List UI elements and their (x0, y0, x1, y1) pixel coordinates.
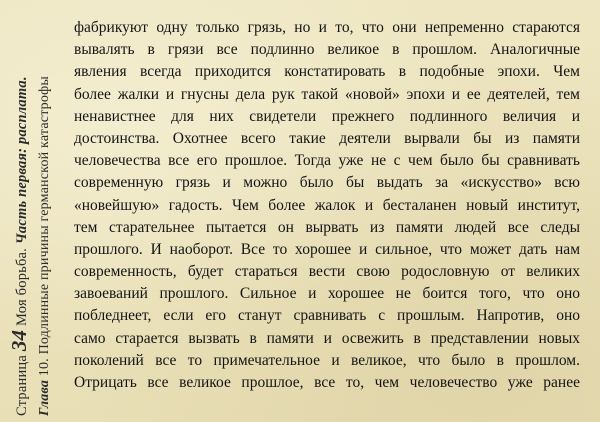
text-line: ненавистнее для них свидетели прежнего подлинного величия и (74, 107, 580, 125)
chapter-number: 10. (37, 358, 52, 377)
text-line: современность, будет стараться вести свою родословную от великих (74, 263, 580, 281)
page-label: Страница (14, 355, 30, 416)
text-line: побледнеет, если его станут сравнивать с прошлым. Напротив, оно (74, 307, 580, 325)
running-header (8, 0, 56, 416)
text-line: поколений все то примечательное и великое, что было в прошлом. (74, 351, 580, 369)
text-line: более жалки и гнусны дела рук такой «новой» эпохи и ее деятелей, тем (74, 85, 580, 103)
text-line: современную грязь и можно было бы выдать за «искусство» всю (74, 174, 580, 192)
text-line: завоеваний прошлого. Сильное и хорошее не боится того, что оно (74, 285, 580, 303)
text-line: само старается вызвать в памяти и освежить в представлении новых (74, 329, 580, 347)
margin-strip (0, 0, 68, 422)
body-text (74, 17, 580, 394)
chapter-title: Подлинные причины германской катастрофы (37, 76, 52, 355)
text-line: Отрицать все великое прошлое, все то, чем человечество уже ранее (74, 374, 580, 391)
chapter-label: Глава (37, 379, 52, 416)
text-line: прошлого. И наоборот. Все то хорошее и сильное, что может дать нам (74, 240, 580, 258)
page-number: 34 (7, 329, 31, 352)
part-title: Часть первая: расплата. (14, 76, 30, 245)
text-line: явления всегда приходится констатировать в подобные эпохи. Чем (74, 63, 580, 81)
running-header-line-2 (34, 0, 56, 416)
text-line: достоинства. Охотнее всего такие деятели вырвали бы из памяти (74, 129, 580, 147)
text-line: человечества все его прошлое. Тогда уже не с чем было бы сравнивать (74, 152, 580, 170)
book-title: Моя борьба. (14, 248, 30, 326)
text-line: фабрикуют одну только грязь, но и то, что они непременно стараются (74, 19, 580, 36)
running-header-line-1 (8, 0, 30, 416)
text-line: тем старательнее пытается он вырвать из памяти людей все следы (74, 218, 580, 236)
text-line: вывалять в грязи все подлинно великое в прошлом. Аналогичные (74, 41, 580, 59)
text-line: «новейшую» гадость. Чем более жалок и бесталанен новый институт, (74, 196, 580, 214)
